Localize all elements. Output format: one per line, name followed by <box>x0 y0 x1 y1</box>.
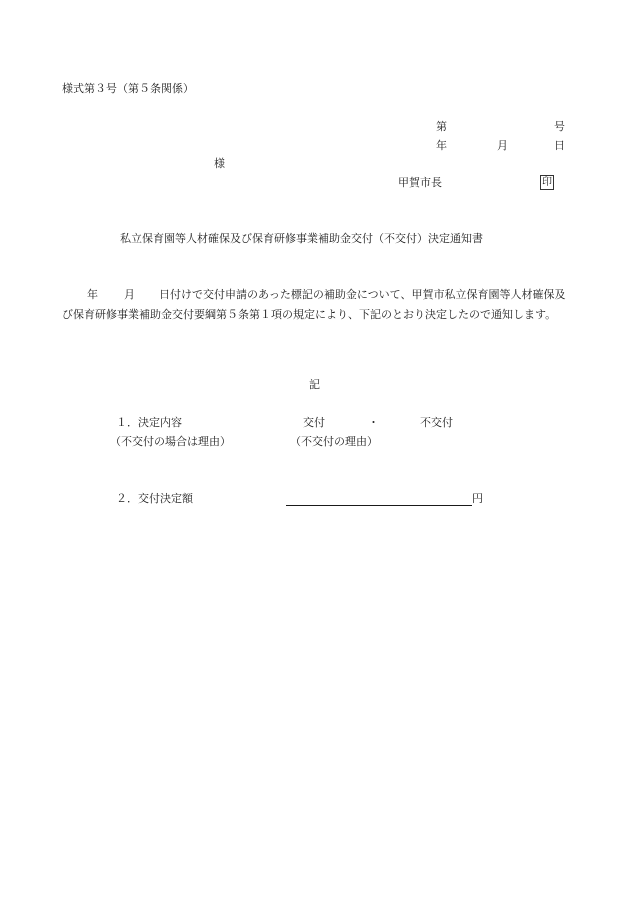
item1-reason-label: （不交付の理由） <box>290 435 378 448</box>
item2-unit: 円 <box>472 492 483 505</box>
item2-amount-line <box>286 492 483 506</box>
addressee-suffix: 様 <box>214 157 225 170</box>
document-title: 私立保育園等人材確保及び保育研修事業補助金交付（不交付）決定通知書 <box>120 232 483 245</box>
amount-blank <box>286 493 472 506</box>
ki-heading: 記 <box>309 378 320 391</box>
item1-option-grant: 交付 <box>303 416 325 429</box>
seal-mark: 印 <box>542 177 552 188</box>
date-year: 年 <box>436 139 447 152</box>
item1-note: （不交付の場合は理由） <box>110 435 231 448</box>
date-month: 月 <box>497 139 508 152</box>
date-day: 日 <box>554 139 565 152</box>
item1-separator: ・ <box>368 416 379 429</box>
item1-label: １．決定内容 <box>116 416 182 429</box>
body-text: 日付けで交付申請のあった標記の補助金について、甲賀市私立保育園等人材確保及び保育研修事業補助金交付要綱第５条第１項の規定により、下記のとおり決定したので通知します。 <box>62 288 566 321</box>
issuer-seal <box>540 175 554 190</box>
form-number: 様式第３号（第５条関係） <box>62 82 194 95</box>
body-month: 月 <box>124 288 135 301</box>
doc-number-suffix: 号 <box>554 120 565 133</box>
issuer-name: 甲賀市長 <box>398 176 442 189</box>
item2-label: ２．交付決定額 <box>116 492 193 505</box>
body-year: 年 <box>87 288 98 301</box>
body-paragraph <box>62 285 570 325</box>
doc-number-prefix: 第 <box>436 120 447 133</box>
item1-option-nongrant: 不交付 <box>420 416 453 429</box>
